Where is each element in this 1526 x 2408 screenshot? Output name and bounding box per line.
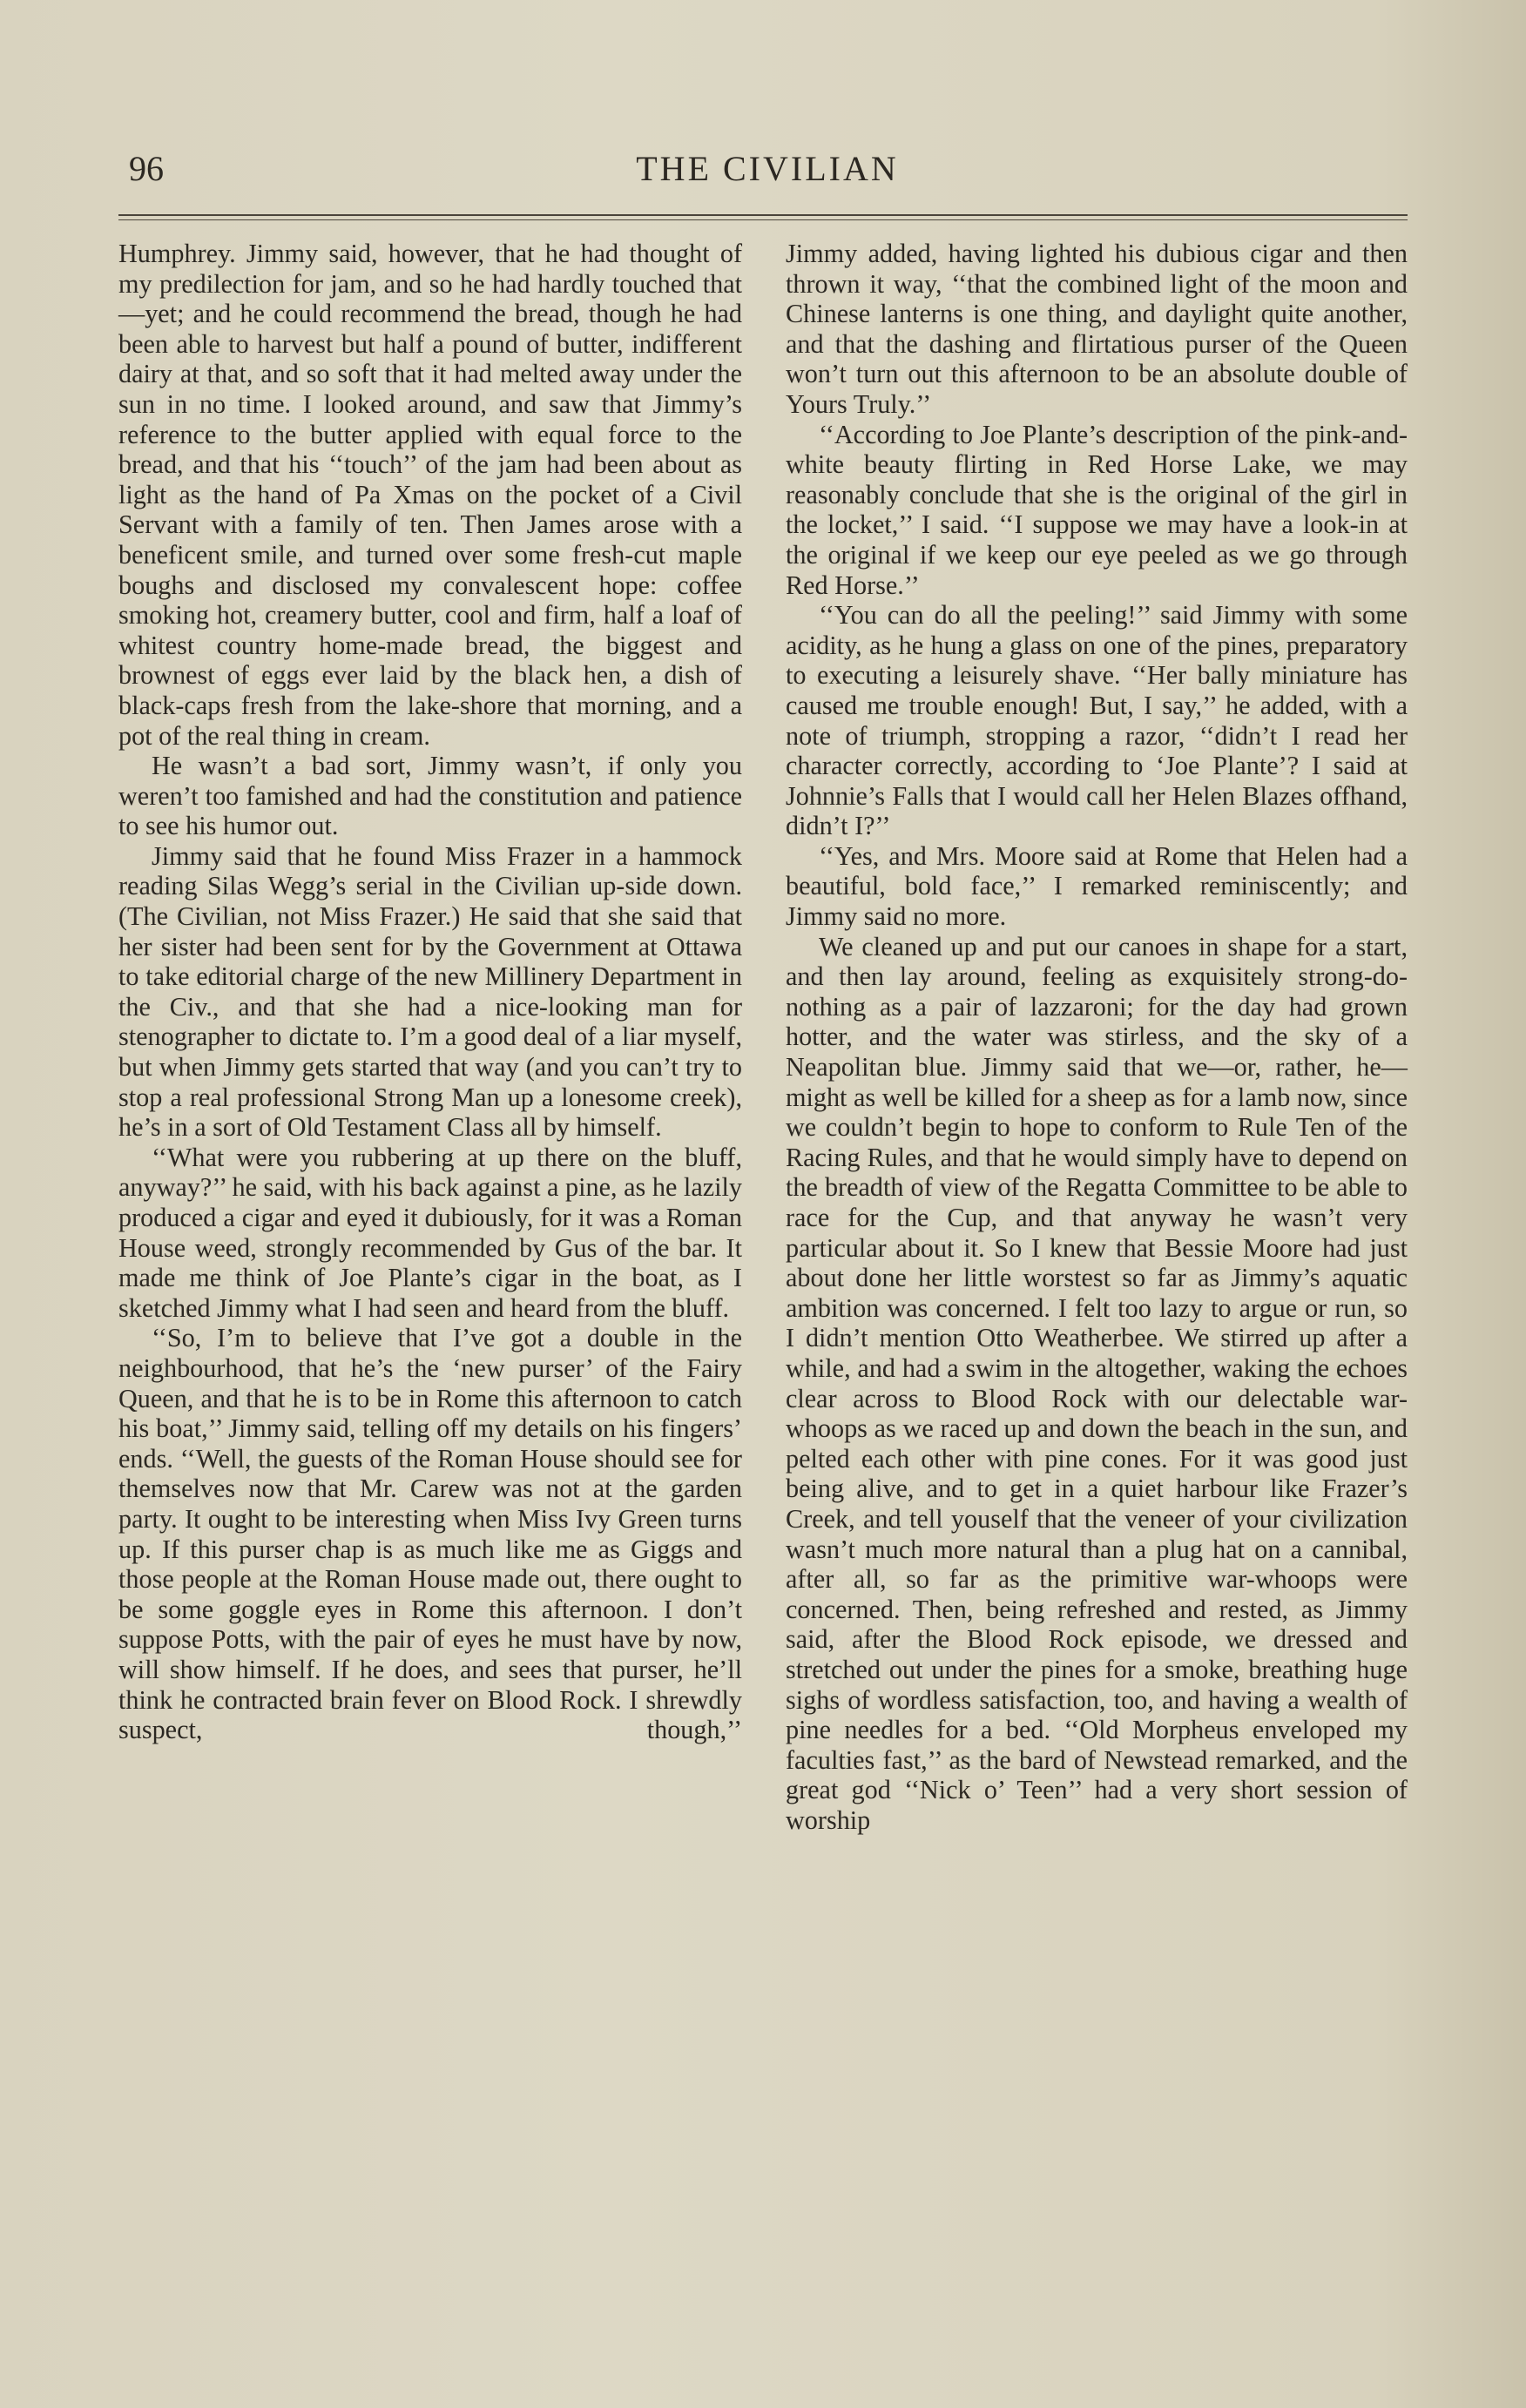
paragraph: Jimmy said that he found Miss Frazer in a hammock reading Silas Wegg’s serial in the Civilian up-side down. (The Civilian, not Miss Frazer.) He said that she said that her sister had been sent for by the Government at Ottawa to take editorial charge of the new Millinery Department in the Civ., and that she had a nice-looking man for stenographer to dictate to. I’m a good deal of a liar myself, but when Jimmy gets started that way (and you can’t try to stop a real professional Strong Man up a lonesome creek), he’s in a sort of Old Testament Class all by himself. [118, 840, 742, 1143]
paragraph: Jimmy added, having lighted his dubious cigar and then thrown it way, ‘‘that the combined light of the moon and Chinese lanterns is one thing, and daylight quite another, and that the dashing and flirtatious purser of the Queen won’t turn out this afternoon to be an absolute double of Yours Truly.’’ [786, 239, 1408, 419]
running-title: THE CIVILIAN [636, 149, 899, 188]
paragraph: ‘‘So, I’m to believe that I’ve got a double in the neighbourhood, that he’s the ‘new purser’ of the Fairy Queen, and that he is to be in Rome this afternoon to catch his boat,’’ Jimmy said, telling off my details on his fingers’ ends. ‘‘Well, the guests of the Roman House should see for themselves now that Mr. Carew was not at the garden party. It ought to be interesting when Miss Ivy Green turns up. If this purser chap is as much like me as Giggs and those people at the Roman House made out, there ought to be some goggle eyes in Rome this afternoon. I don’t suppose Potts, with the pair of eyes he must have by now, will show himself. If he does, and sees that purser, he’ll think he contracted brain fever on Blood Rock. I shrewdly suspect, though,’’ [118, 1323, 742, 1745]
paragraph: ‘‘You can do all the peeling!’’ said Jimmy with some acidity, as he hung a glass on one of the pines, preparatory to executing a leisurely shave. ‘‘Her bally miniature has caused me trouble enough! But, I say,’’ he added, with a note of triumph, stropping a razor, ‘‘didn’t I read her character correctly, according to ‘Joe Plante’? I said at Johnnie’s Falls that I would call her Helen Blazes offhand, didn’t I?’’ [786, 600, 1408, 841]
page-number: 96 [129, 149, 164, 188]
paragraph: Humphrey. Jimmy said, however, that he had thought of my predilection for jam, and so he had hardly touched that—yet; and he could recommend the bread, though he had been able to harvest but half a pound of butter, indifferent dairy at that, and so soft that it had melted away under the sun in no time. I looked around, and saw that Jimmy’s reference to the butter applied with equal force to the bread, and that his ‘‘touch’’ of the jam had been about as light as the hand of Pa Xmas on the pocket of a Civil Servant with a family of ten. Then James arose with a beneficent smile, and turned over some fresh-cut maple boughs and disclosed my convalescent hope: coffee smoking hot, creamery butter, cool and firm, half a loaf of whitest country home-made bread, the biggest and brownest of eggs ever laid by the black hen, a dish of black-caps fresh from the lake-shore that morning, and a pot of the real thing in cream. [118, 239, 742, 751]
left-column [118, 239, 742, 1745]
paragraph: ‘‘Yes, and Mrs. Moore said at Rome that Helen had a beautiful, bold face,’’ I remarked reminiscently; and Jimmy said no more. [786, 840, 1408, 932]
header-rule [118, 214, 1408, 216]
paragraph: ‘‘What were you rubbering at up there on the bluff, anyway?’’ he said, with his back against a pine, as he lazily produced a cigar and eyed it dubiously, for it was a Roman House weed, strongly recommended by Gus of the bar. It made me think of Joe Plante’s cigar in the boat, as I sketched Jimmy what I had seen and heard from the bluff. [118, 1142, 742, 1323]
paragraph: ‘‘According to Joe Plante’s description of the pink-and-white beauty flirting in Red Horse Lake, we may reasonably conclude that she is the original of the girl in the locket,’’ I said. ‘‘I suppose we may have a look-in at the original if we keep our eye peeled as we go through Red Horse.’’ [786, 419, 1408, 600]
right-column [786, 239, 1408, 1835]
page-header [118, 148, 1416, 209]
header-rule-thin [118, 219, 1408, 220]
paragraph: He wasn’t a bad sort, Jimmy wasn’t, if only you weren’t too famished and had the constitution and patience to see his humor out. [118, 751, 742, 841]
paragraph: We cleaned up and put our canoes in shape for a start, and then lay around, feeling as exquisitely strong-do-nothing as a pair of lazzaroni; for the day had grown hotter, and the water was stirless, and the sky of a Neapolitan blue. Jimmy said that we—or, rather, he—might as well be killed for a sheep as for a lamb now, since we couldn’t begin to hope to conform to Rule Ten of the Racing Rules, and that he would simply have to depend on the breadth of view of the Regatta Committee to be able to race for the Cup, and that anyway he wasn’t very particular about it. So I knew that Bessie Moore had just about done her little worstest so far as Jimmy’s aquatic ambition was concerned. I felt too lazy to argue or run, so I didn’t mention Otto Weatherbee. We stirred up after a while, and had a swim in the altogether, waking the echoes clear across to Blood Rock with our delectable war-whoops as we raced up and down the beach in the sun, and pelted each other with pine cones. For it was good just being alive, and to get in a quiet harbour like Frazer’s Creek, and tell youself that the veneer of your civilization wasn’t much more natural than a plug hat on a cannibal, after all, so far as the primitive war-whoops were concerned. Then, being refreshed and rested, as Jimmy said, after the Blood Rock episode, we dressed and stretched out under the pines for a smoke, breathing huge sighs of wordless satisfaction, too, and having a wealth of pine needles for a bed. ‘‘Old Morpheus enveloped my faculties fast,’’ as the bard of Newstead remarked, and the great god ‘‘Nick o’ Teen’’ had a very short session of worship [786, 931, 1408, 1835]
